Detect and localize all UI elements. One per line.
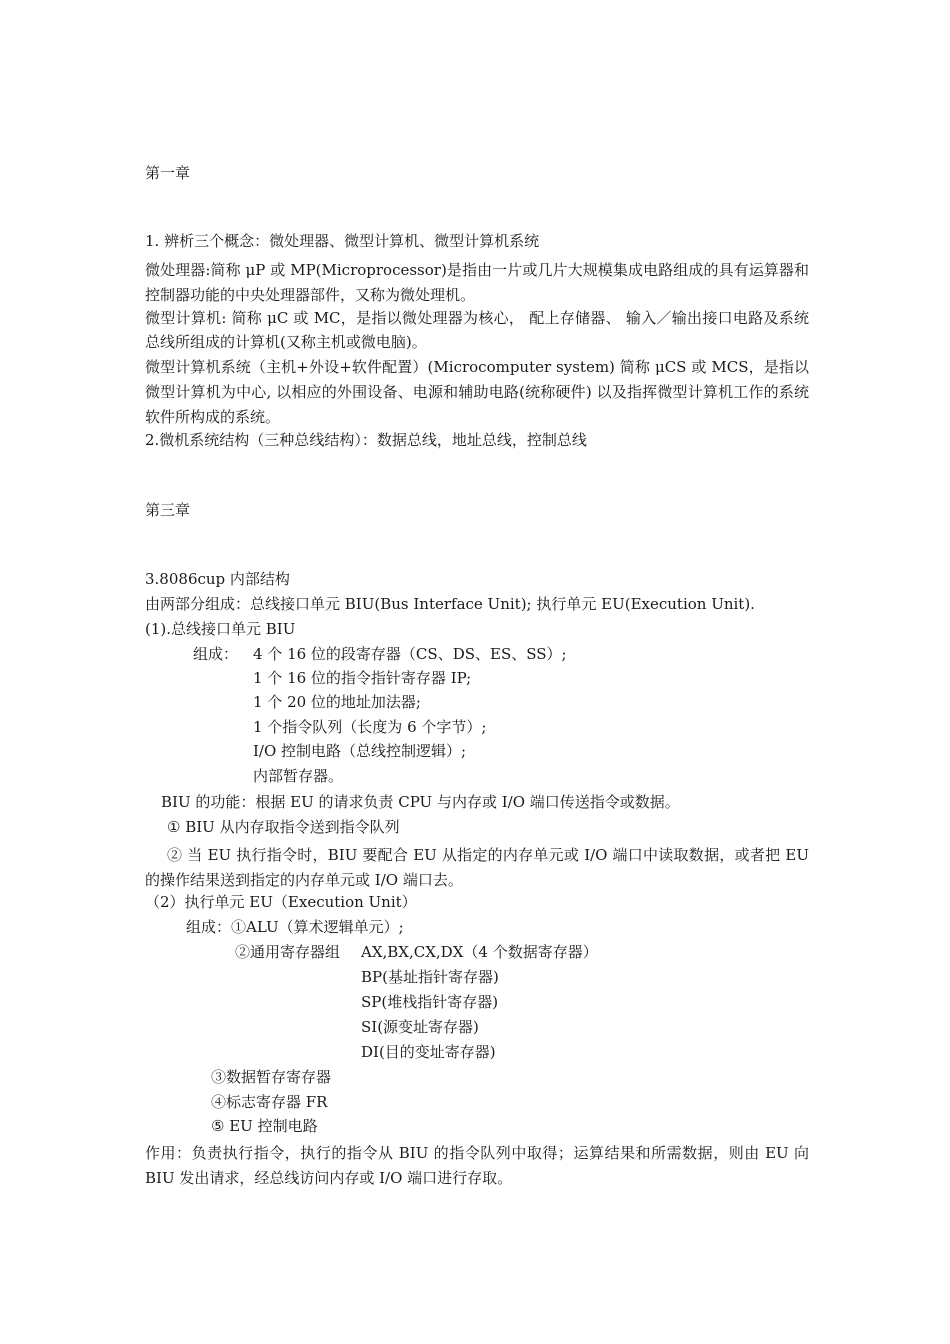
microcomputer-system-definition: 微型计算机系统（主机+外设+软件配置）(Microcomputer system) 简称 μCS 或 MCS，是指以微型计算机为中心, 以相应的外围设备、电源和辅助电路(统称硬件) 以及指挥微型计算机工作的系统软件所构成的系统。: [145, 358, 809, 426]
biu-part: 1 个指令队列（长度为 6 个字节）;: [253, 718, 487, 736]
biu-part: 1 个 20 位的地址加法器;: [253, 693, 421, 711]
microprocessor-definition: 微处理器:简称 μP 或 MP(Microprocessor)是指由一片或几片大规模集成电路组成的具有运算器和控制器功能的中央处理器部件，又称为微处理机。: [145, 261, 809, 304]
section-title: 1. 辨析三个概念：微处理器、微型计算机、微型计算机系统: [145, 232, 540, 250]
biu-part: I/O 控制电路（总线控制逻辑）;: [253, 742, 467, 760]
eu-composition-item: ④标志寄存器 FR: [211, 1093, 328, 1111]
biu-function-item: ① BIU 从内存取指令送到指令队列: [167, 818, 400, 836]
biu-function: BIU 的功能：根据 EU 的请求负责 CPU 与内存或 I/O 端口传送指令或数据。: [161, 793, 680, 811]
eu-register: SI(源变址寄存器): [361, 1018, 479, 1036]
biu-part: 1 个 16 位的指令指针寄存器 IP;: [253, 669, 472, 687]
chapter-heading: 第三章: [145, 501, 191, 519]
eu-register: BP(基址指针寄存器): [361, 968, 499, 986]
chapter-heading: 第一章: [145, 164, 191, 182]
biu-function-item: ② 当 EU 执行指令时，BIU 要配合 EU 从指定的内存单元或 I/O 端口中读取数据，或者把 EU 的操作结果送到指定的内存单元或 I/O 端口去。: [145, 846, 809, 889]
biu-composition-label: 组成：: [193, 645, 239, 663]
microcomputer-definition: 微型计算机: 简称 μC 或 MC，是指以微处理器为核心， 配上存储器、 输入／输出接口电路及系统总线所组成的计算机(又称主机或微电脑)。: [145, 309, 809, 351]
composition-summary: 由两部分组成：总线接口单元 BIU(Bus Interface Unit); 执行单元 EU(Execution Unit).: [145, 595, 755, 613]
biu-title: (1).总线接口单元 BIU: [145, 620, 296, 638]
eu-title: （2）执行单元 EU（Execution Unit）: [145, 893, 417, 911]
biu-part: 内部暂存器。: [253, 767, 344, 785]
eu-register: DI(目的变址寄存器): [361, 1043, 496, 1061]
eu-register-group-label: ②通用寄存器组: [235, 943, 341, 961]
eu-role: 作用：负责执行指令，执行的指令从 BIU 的指令队列中取得；运算结果和所需数据，则由 EU 向 BIU 发出请求，经总线访问内存或 I/O 端口进行存取。: [145, 1144, 809, 1187]
eu-composition-item: ③数据暂存寄存器: [211, 1068, 332, 1086]
eu-register: SP(堆栈指针寄存器): [361, 993, 499, 1011]
eu-register: AX,BX,CX,DX（4 个数据寄存器）: [361, 943, 598, 961]
system-structure-item: 2.微机系统结构（三种总线结构）：数据总线，地址总线，控制总线: [145, 431, 587, 449]
section-title: 3.8086cup 内部结构: [145, 570, 290, 588]
eu-composition-item: ⑤ EU 控制电路: [211, 1117, 318, 1135]
eu-composition-item: 组成：①ALU（算术逻辑单元）;: [186, 918, 404, 936]
biu-part: 4 个 16 位的段寄存器（CS、DS、ES、SS）;: [253, 645, 567, 663]
